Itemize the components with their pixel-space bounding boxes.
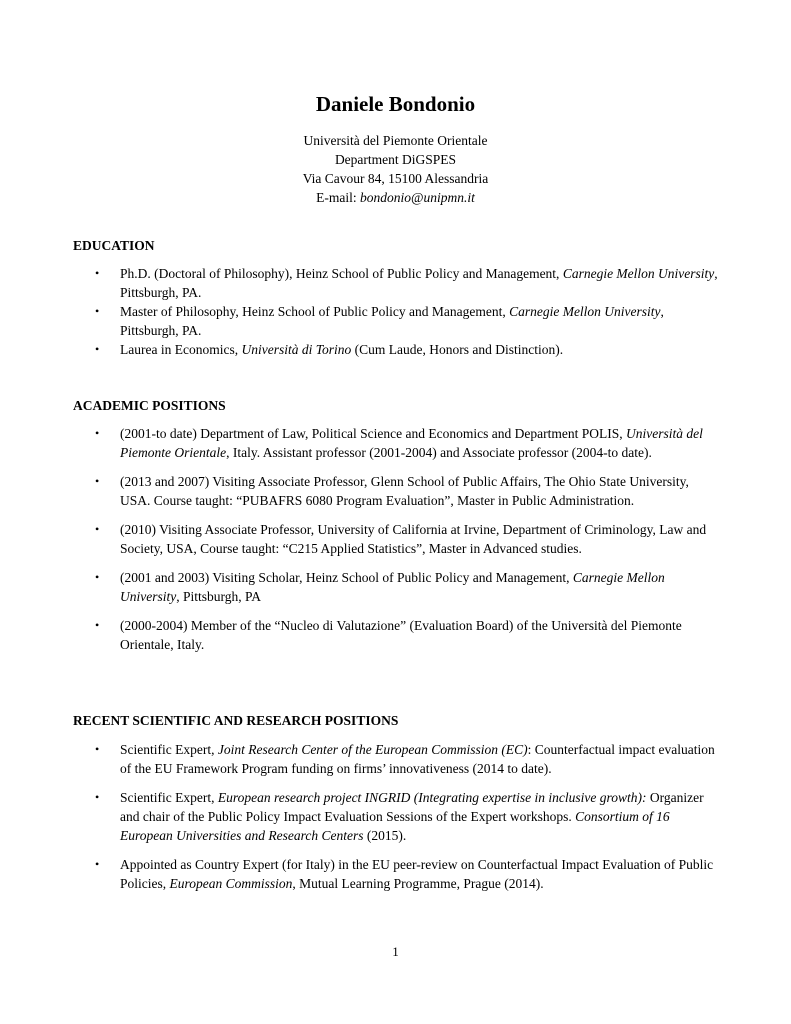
academic-item: • (2010) Visiting Associate Professor, University of California at Irvine, Department of Criminology, Law and Society, USA, Course taught: “C215 Applied Statistics”, Master in Advanced studies. xyxy=(95,522,707,556)
research-list xyxy=(0,740,791,903)
education-item: • Ph.D. (Doctoral of Philosophy), Heinz School of Public Policy and Management, Carnegie Mellon University, Pittsburgh, PA. xyxy=(95,266,718,300)
bullet: • xyxy=(95,266,100,280)
bullet: • xyxy=(95,304,100,318)
email-line xyxy=(0,188,791,207)
bullet: • xyxy=(95,474,100,488)
research-item: • Appointed as Country Expert (for Italy) in the EU peer-review on Counterfactual Impact Evaluation of Public Policies, European Commission, Mutual Learning Programme, Prague (2014). xyxy=(95,857,714,891)
affiliation: Università del Piemonte Orientale xyxy=(303,133,488,148)
bullet: • xyxy=(95,522,100,536)
academic-heading: ACADEMIC POSITIONS xyxy=(73,398,226,413)
education-heading: EDUCATION xyxy=(73,238,155,253)
academic-item: • (2001 and 2003) Visiting Scholar, Heinz School of Public Policy and Management, Carnegie Mellon University, Pittsburgh, PA xyxy=(95,570,665,604)
academic-item: • (2013 and 2007) Visiting Associate Professor, Glenn School of Public Affairs, The Ohio State University, USA. Course taught: “PUBAFRS 6080 Program Evaluation”, Master in Public Administration. xyxy=(95,474,689,508)
email-link[interactable]: bondonio@unipmn.it xyxy=(360,190,475,205)
education-list xyxy=(0,264,791,359)
research-item: • Scientific Expert, Joint Research Center of the European Commission (EC): Counterfactual impact evaluation of the EU Framework Program funding on firms’ innovativeness (2014 to date). xyxy=(95,742,715,776)
address: Via Cavour 84, 15100 Alessandria xyxy=(302,171,489,186)
academic-list xyxy=(0,424,791,664)
bullet: • xyxy=(95,790,100,804)
research-heading: RECENT SCIENTIFIC AND RESEARCH POSITIONS xyxy=(73,713,399,728)
education-item: • Laurea in Economics, Università di Torino (Cum Laude, Honors and Distinction). xyxy=(95,342,564,357)
bullet: • xyxy=(95,742,100,756)
bullet: • xyxy=(95,570,100,584)
page-number: 1 xyxy=(392,944,399,959)
department: Department DiGSPES xyxy=(334,152,457,167)
research-item: • Scientific Expert, European research project INGRID (Integrating expertise in inclusive growth): Organizer and chair of the Public Policy Impact Evaluation Sessions of the Expert workshops. Consortium of 16 European Universities and Research Centers (2015). xyxy=(95,790,704,843)
contact-block xyxy=(0,131,791,207)
cv-name: Daniele Bondonio xyxy=(315,92,476,116)
bullet: • xyxy=(95,618,100,632)
bullet: • xyxy=(95,342,100,356)
bullet: • xyxy=(95,426,100,440)
email-label: E-mail: xyxy=(316,190,361,205)
bullet: • xyxy=(95,857,100,871)
academic-item: • (2001-to date) Department of Law, Political Science and Economics and Department POLIS, Università del Piemonte Orientale, Italy. Assistant professor (2001-2004) and Associate professor (2004-to date). xyxy=(95,426,703,460)
academic-item: • (2000-2004) Member of the “Nucleo di Valutazione” (Evaluation Board) of the Università del Piemonte Orientale, Italy. xyxy=(95,618,682,652)
education-item: • Master of Philosophy, Heinz School of Public Policy and Management, Carnegie Mellon University, Pittsburgh, PA. xyxy=(95,304,664,338)
